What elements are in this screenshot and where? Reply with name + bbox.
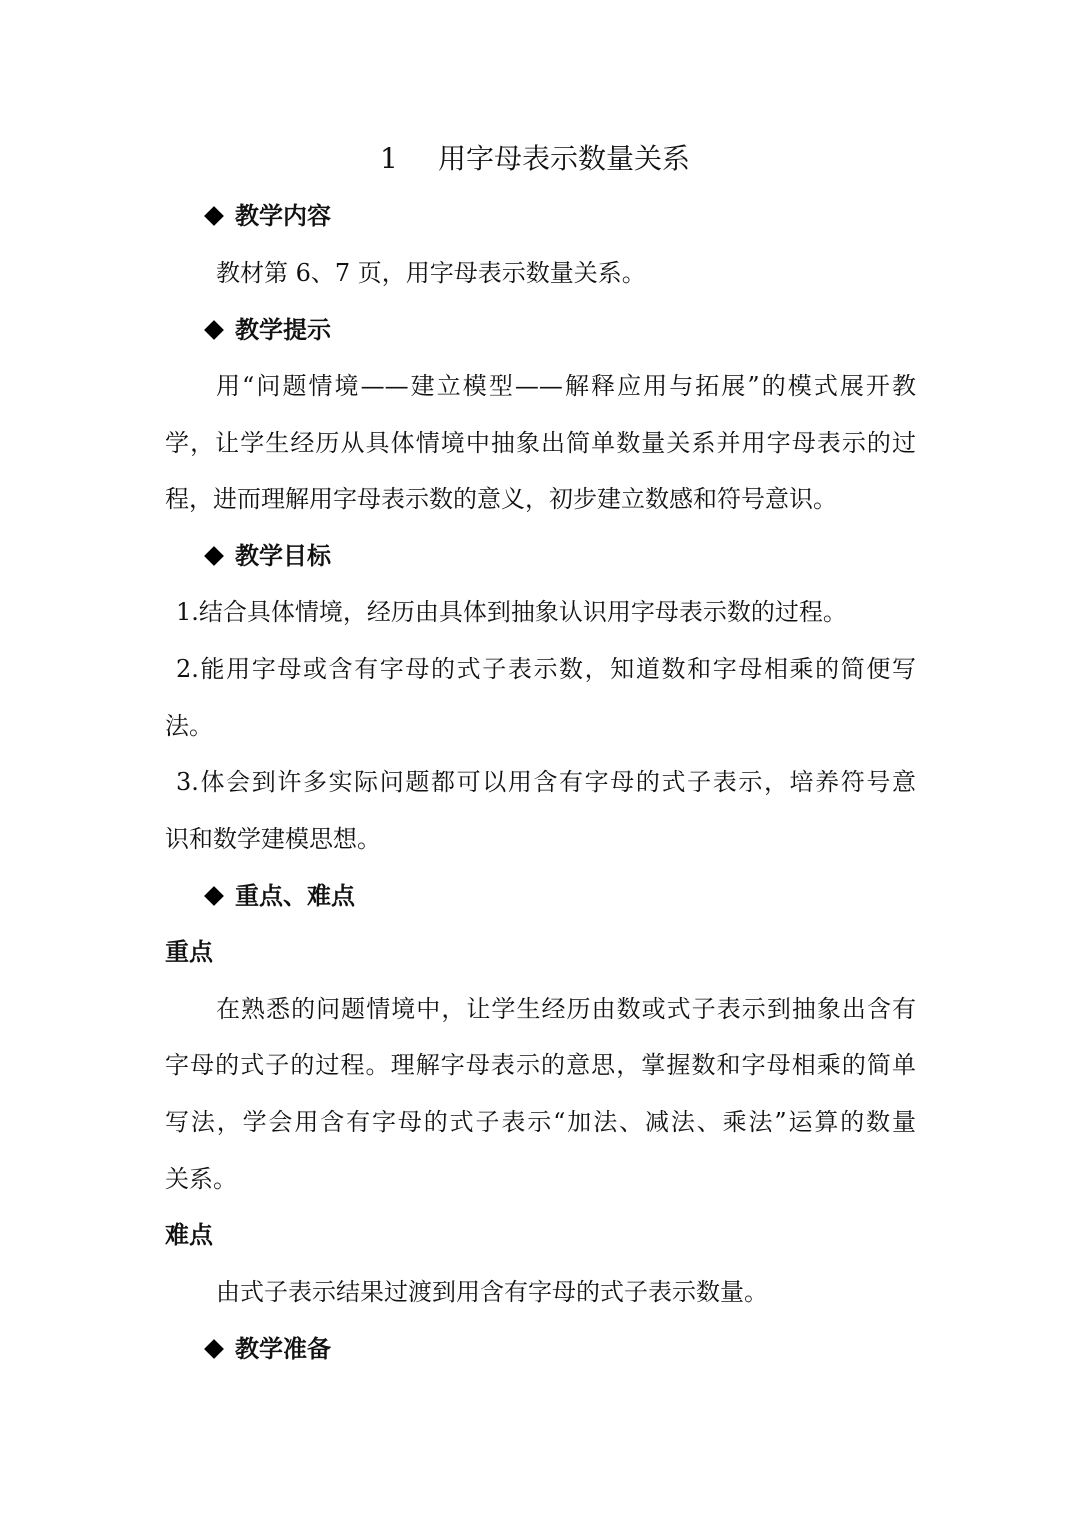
section-heading-label: 教学内容 — [235, 201, 331, 230]
section-heading-hint — [203, 315, 331, 345]
title-number: 1 — [380, 142, 398, 175]
goal-item-continuation: 法。 — [165, 712, 213, 740]
key-paragraph-line: 关系。 — [165, 1165, 237, 1193]
section-heading-goals — [203, 541, 331, 571]
goal-item-continuation: 识和数学建模思想。 — [165, 825, 381, 853]
hint-paragraph-line: 程，进而理解用字母表示数的意义，初步建立数感和符号意识。 — [165, 485, 837, 513]
goal-item: 3.体会到许多实际问题都可以用含有字母的式子表示，培养符号意 — [176, 768, 916, 796]
subheading-key: 重点 — [165, 937, 213, 966]
subheading-difficult: 难点 — [165, 1220, 213, 1249]
section-heading-label: 教学目标 — [235, 541, 331, 570]
diamond-bullet-icon — [204, 320, 224, 340]
section-heading-label: 教学准备 — [235, 1334, 331, 1363]
section-heading-label: 教学提示 — [235, 315, 331, 344]
hint-paragraph-line: 学，让学生经历从具体情境中抽象出简单数量关系并用字母表示的过 — [165, 429, 916, 457]
content-paragraph: 教材第 6、7 页，用字母表示数量关系。 — [216, 259, 646, 287]
diamond-bullet-icon — [204, 206, 224, 226]
section-heading-label: 重点、难点 — [235, 881, 355, 910]
diamond-bullet-icon — [204, 546, 224, 566]
key-paragraph-line: 写法，学会用含有字母的式子表示“加法、减法、乘法”运算的数量 — [165, 1108, 916, 1136]
hint-paragraph-line: 用“问题情境——建立模型——解释应用与拓展”的模式展开教 — [216, 372, 916, 400]
goal-item: 2.能用字母或含有字母的式子表示数，知道数和字母相乘的简便写 — [176, 655, 916, 683]
key-paragraph-line: 在熟悉的问题情境中，让学生经历由数或式子表示到抽象出含有 — [216, 995, 916, 1023]
section-heading-preparation — [203, 1334, 331, 1364]
diamond-bullet-icon — [204, 1339, 224, 1359]
title-text: 用字母表示数量关系 — [438, 142, 691, 175]
goal-item: 1.结合具体情境，经历由具体到抽象认识用字母表示数的过程。 — [176, 598, 847, 626]
key-paragraph-line: 字母的式子的过程。理解字母表示的意思，掌握数和字母相乘的简单 — [165, 1051, 916, 1079]
difficult-paragraph: 由式子表示结果过渡到用含有字母的式子表示数量。 — [216, 1278, 768, 1306]
section-heading-key-points — [203, 881, 355, 911]
section-heading-content — [203, 201, 331, 231]
page-title — [380, 142, 690, 176]
diamond-bullet-icon — [204, 886, 224, 906]
